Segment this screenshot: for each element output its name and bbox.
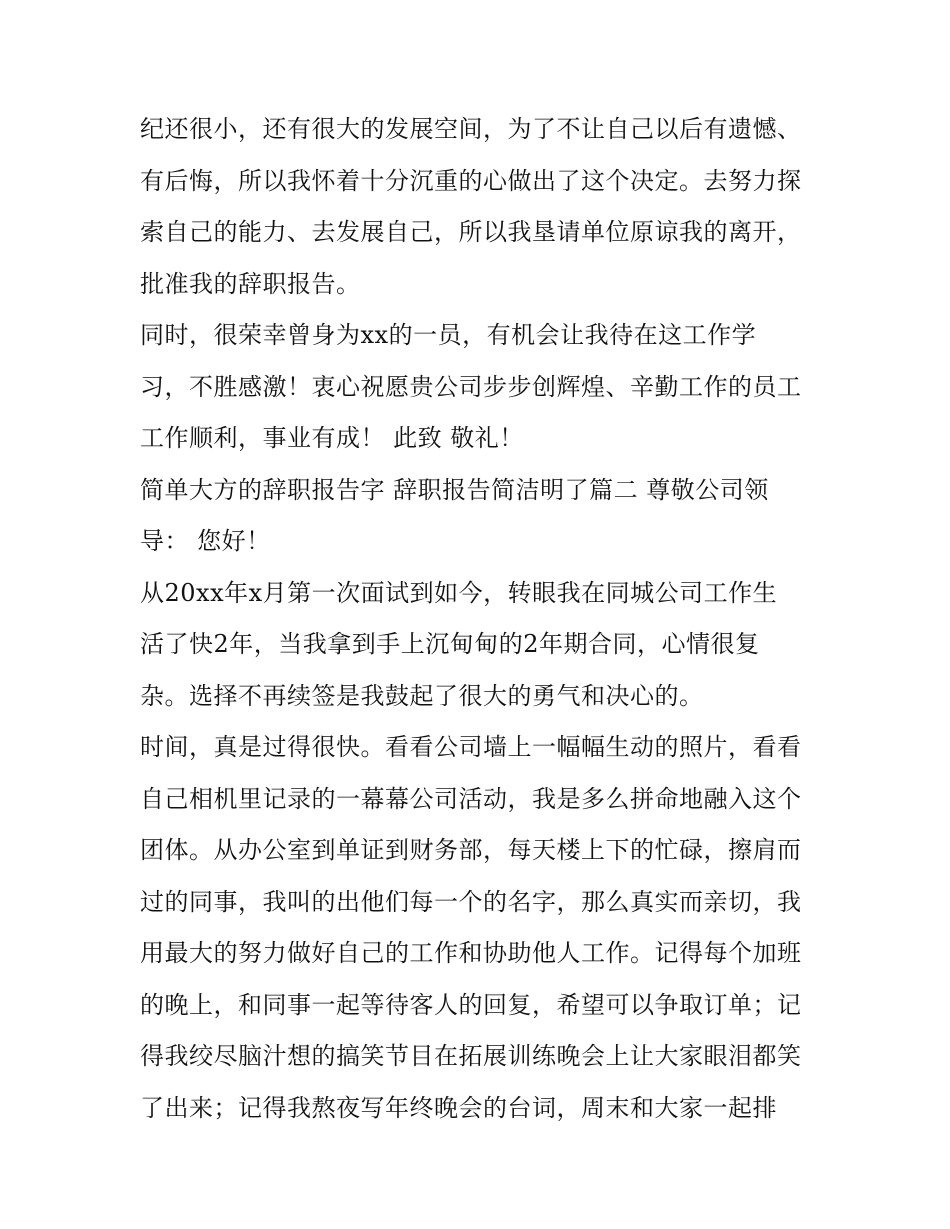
text-line: 时间，真是过得很快。看看公司墙上一幅幅生动的照片，看看 [140, 733, 802, 761]
text-line: 索自己的能力、去发展自己，所以我垦请单位原谅我的离开， [140, 218, 802, 246]
text-line: 用最大的努力做好自己的工作和协助他人工作。记得每个加班 [140, 939, 802, 967]
text-line: 得我绞尽脑汁想的搞笑节目在拓展训练晚会上让大家眼泪都笑 [140, 1042, 802, 1070]
text-line: 导： 您好！ [140, 527, 271, 555]
text-line: 简单大方的辞职报告字 辞职报告简洁明了篇二 尊敬公司领 [140, 475, 769, 504]
text-line: 的晚上，和同事一起等待客人的回复，希望可以争取订单；记 [140, 990, 802, 1019]
text-line: 批准我的辞职报告。 [140, 269, 361, 298]
text-line: 活了快2年，当我拿到手上沉甸甸的2年期合同，心情很复 [140, 630, 760, 658]
text-line: 团体。从办公室到单证到财务部，每天楼上下的忙碌，擦肩而 [140, 836, 802, 864]
text-line: 工作顺利，事业有成！ 此致 敬礼！ [140, 424, 524, 452]
text-line: 过的同事，我叫的出他们每一个的名字，那么真实而亲切，我 [140, 887, 802, 916]
document-body [140, 104, 820, 1134]
text-line: 习，不胜感激！衷心祝愿贵公司步步创辉煌、辛勤工作的员工 [140, 372, 802, 401]
text-line: 有后悔，所以我怀着十分沉重的心做出了这个决定。去努力探 [140, 166, 802, 195]
text-line: 自己相机里记录的一幕幕公司活动，我是多么拼命地融入这个 [140, 784, 802, 813]
text-line: 同时，很荣幸曾身为xx的一员，有机会让我待在这工作学 [140, 321, 757, 349]
text-line: 从20xx年x月第一次面试到如今，转眼我在同城公司工作生 [140, 578, 778, 607]
text-line: 了出来；记得我熬夜写年终晚会的台词，周末和大家一起排 [140, 1093, 777, 1122]
text-line: 杂。选择不再续签是我鼓起了很大的勇气和决心的。 [140, 681, 704, 710]
text-line: 纪还很小，还有很大的发展空间，为了不让自己以后有遗憾、 [140, 115, 802, 143]
